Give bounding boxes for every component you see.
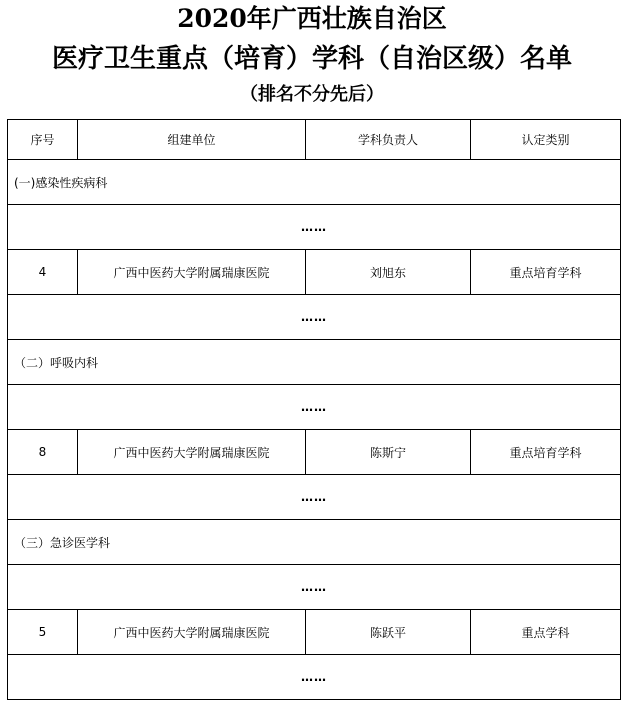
section-row [8, 160, 621, 205]
cell-unit: 广西中医药大学附属瑞康医院 [78, 250, 306, 295]
ellipsis: …… [8, 295, 621, 340]
cell-unit: 广西中医药大学附属瑞康医院 [78, 610, 306, 655]
section-name: （二）呼吸内科 [8, 340, 621, 385]
cell-leader: 陈斯宁 [306, 430, 471, 475]
cell-category: 重点学科 [471, 610, 621, 655]
ellipsis: …… [8, 565, 621, 610]
title-line-1: 2020年广西壮族自治区 [177, 4, 447, 33]
ellipsis: …… [8, 655, 621, 700]
cell-unit: 广西中医药大学附属瑞康医院 [78, 430, 306, 475]
header-no: 序号 [8, 120, 78, 160]
section-name: (一)感染性疾病科 [8, 160, 621, 205]
cell-category: 重点培育学科 [471, 250, 621, 295]
discipline-table [7, 119, 621, 700]
table-row [8, 610, 621, 655]
cell-leader: 陈跃平 [306, 610, 471, 655]
header-unit: 组建单位 [78, 120, 306, 160]
ellipsis-row [8, 385, 621, 430]
section-row [8, 520, 621, 565]
section-name: （三）急诊医学科 [8, 520, 621, 565]
ellipsis-row [8, 205, 621, 250]
ellipsis-row [8, 295, 621, 340]
title-line-3: （排名不分先后） [240, 84, 384, 105]
cell-category: 重点培育学科 [471, 430, 621, 475]
title-line-2: 医疗卫生重点（培育）学科（自治区级）名单 [51, 44, 572, 74]
table-header-row [8, 120, 621, 160]
header-leader: 学科负责人 [306, 120, 471, 160]
cell-no: 8 [8, 430, 78, 475]
ellipsis: …… [8, 475, 621, 520]
cell-no: 5 [8, 610, 78, 655]
header-category: 认定类别 [471, 120, 621, 160]
cell-leader: 刘旭东 [306, 250, 471, 295]
ellipsis: …… [8, 205, 621, 250]
ellipsis-row [8, 655, 621, 700]
table-row [8, 430, 621, 475]
ellipsis-row [8, 565, 621, 610]
ellipsis: …… [8, 385, 621, 430]
cell-no: 4 [8, 250, 78, 295]
ellipsis-row [8, 475, 621, 520]
section-row [8, 340, 621, 385]
table-row [8, 250, 621, 295]
